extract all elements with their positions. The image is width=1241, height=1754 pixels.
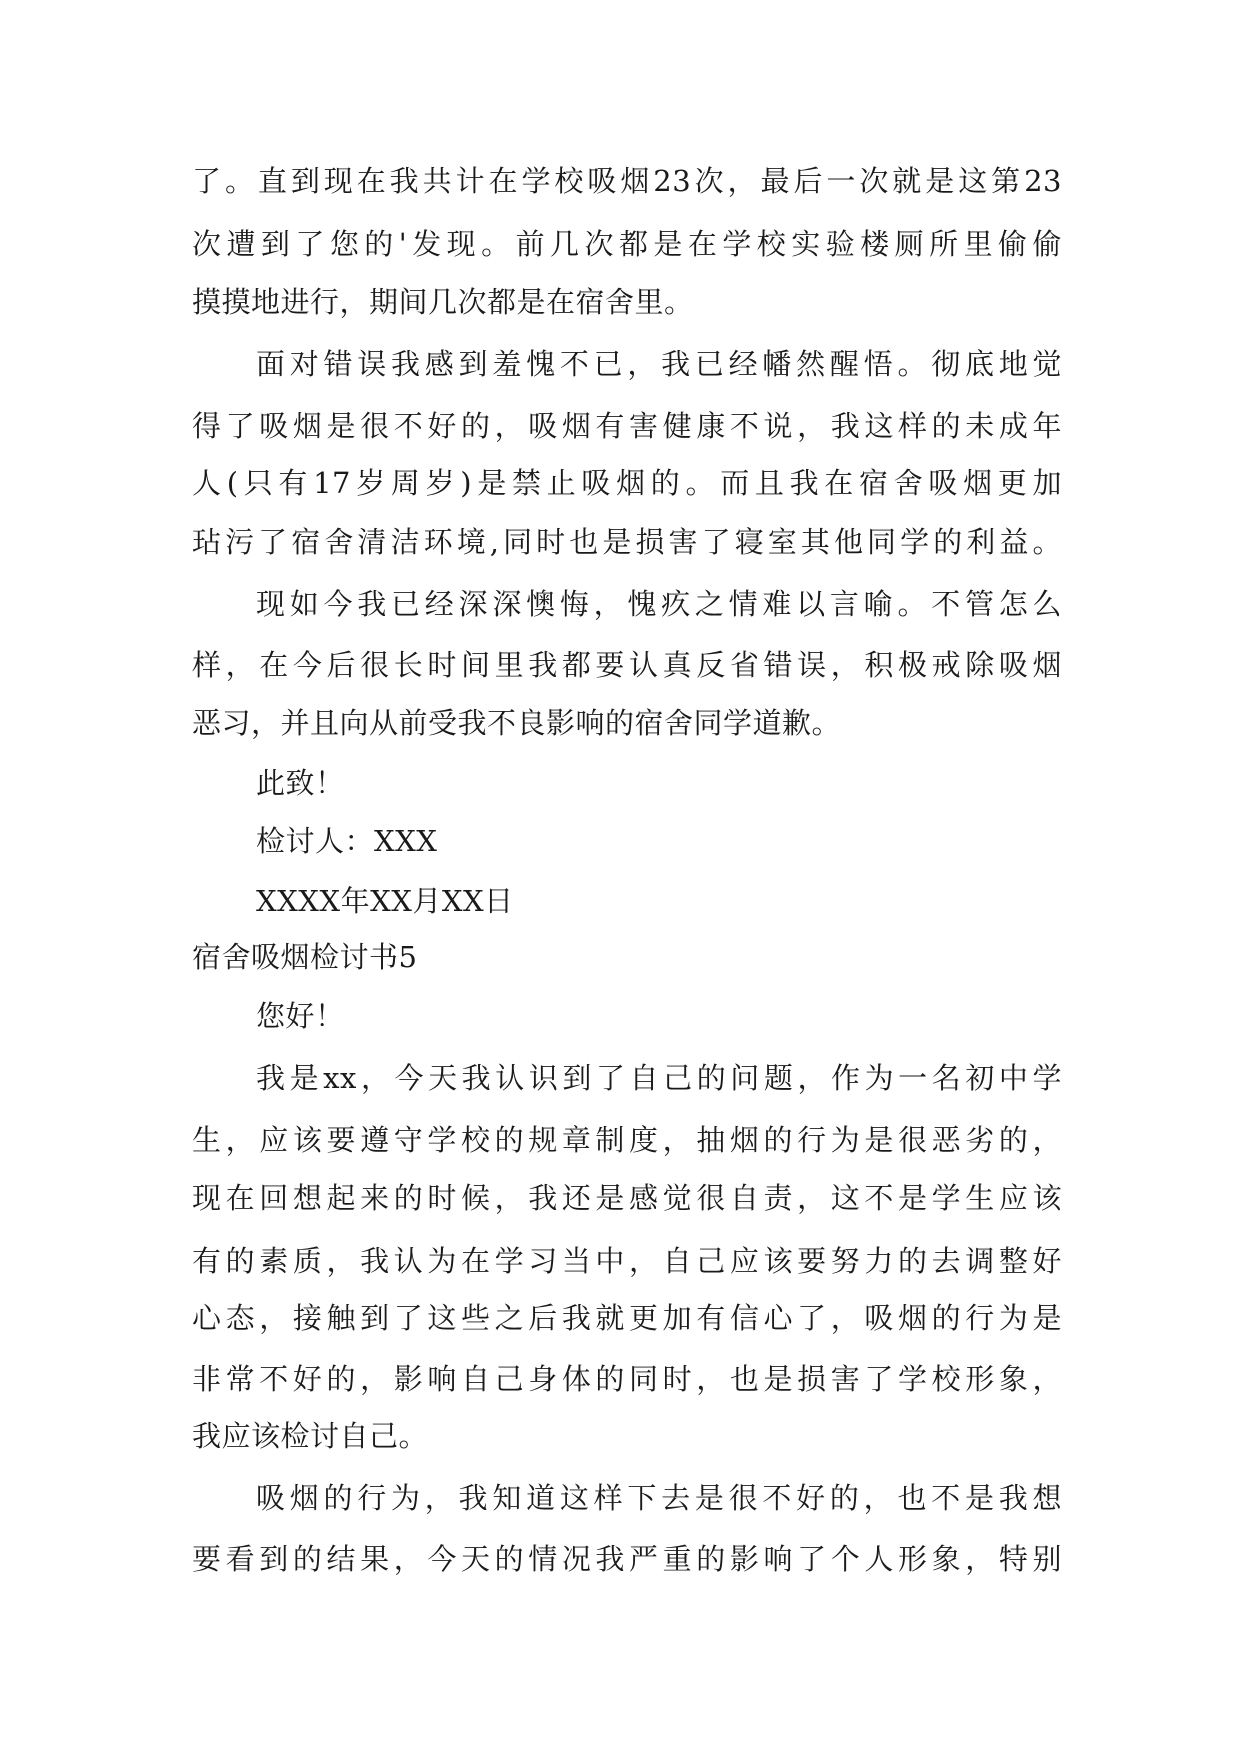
section-title: 宿舍吸烟检讨书5 [192, 940, 418, 974]
paragraph-line: 次遭到了您的'发现。前几次都是在学校实验楼厕所里偷偷 [192, 227, 1062, 261]
paragraph-line: 样，在今后很长时间里我都要认真反省错误，积极戒除吸烟 [192, 648, 1062, 682]
closing-salutation: 此致！ [256, 766, 345, 800]
paragraph-line: 人(只有17岁周岁)是禁止吸烟的。而且我在宿舍吸烟更加 [192, 466, 1062, 500]
signature-date: XXXX年XX月XX日 [256, 884, 514, 918]
greeting: 您好！ [256, 999, 345, 1033]
paragraph-line: 非常不好的，影响自己身体的同时，也是损害了学校形象， [192, 1362, 1062, 1396]
paragraph-line: 吸烟的行为，我知道这样下去是很不好的，也不是我想 [256, 1481, 1062, 1515]
paragraph-line: 摸摸地进行，期间几次都是在宿舍里。 [192, 285, 694, 319]
signature-name: 检讨人：XXX [256, 824, 438, 858]
paragraph-line: 我应该检讨自己。 [192, 1419, 429, 1453]
paragraph-line: 现如今我已经深深懊悔，愧疚之情难以言喻。不管怎么 [256, 587, 1062, 621]
paragraph-line: 得了吸烟是很不好的，吸烟有害健康不说，我这样的未成年 [192, 409, 1062, 443]
paragraph-line: 心态，接触到了这些之后我就更加有信心了，吸烟的行为是 [192, 1301, 1062, 1335]
paragraph-line: 有的素质，我认为在学习当中，自己应该要努力的去调整好 [192, 1244, 1062, 1278]
paragraph-line: 生，应该要遵守学校的规章制度，抽烟的行为是很恶劣的， [192, 1123, 1062, 1157]
paragraph-line: 我是xx，今天我认识到了自己的问题，作为一名初中学 [256, 1061, 1062, 1095]
paragraph-line: 面对错误我感到羞愧不已，我已经幡然醒悟。彻底地觉 [256, 347, 1062, 381]
paragraph-line: 现在回想起来的时候，我还是感觉很自责，这不是学生应该 [192, 1181, 1062, 1215]
paragraph-line: 要看到的结果，今天的情况我严重的影响了个人形象，特别 [192, 1542, 1062, 1576]
paragraph-line: 恶习，并且向从前受我不良影响的宿舍同学道歉。 [192, 706, 842, 740]
paragraph-line: 了。直到现在我共计在学校吸烟23次，最后一次就是这第23 [192, 164, 1062, 198]
paragraph-line: 玷污了宿舍清洁环境,同时也是损害了寝室其他同学的利益。 [192, 525, 1062, 559]
